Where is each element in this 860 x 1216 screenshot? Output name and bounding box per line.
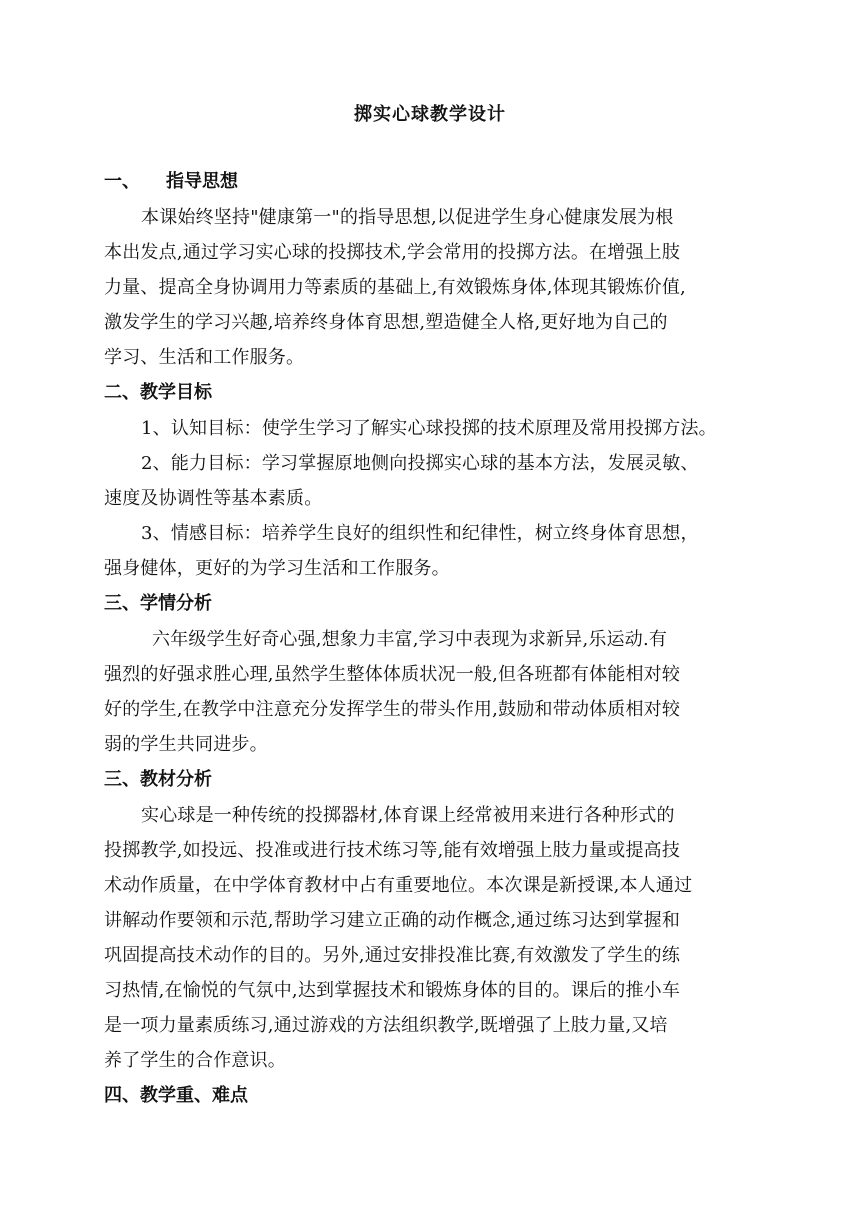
text-line: 讲解动作要领和示范,帮助学习建立正确的动作概念,通过练习达到掌握和 <box>104 910 681 931</box>
text-line: 六年级学生好奇心强,想象力丰富,学习中表现为求新异,乐运动.有 <box>152 629 668 650</box>
text-line: 术动作质量，在中学体育教材中占有重要地位。本次课是新授课,本人通过 <box>104 875 693 896</box>
document-title: 掷实心球教学设计 <box>354 104 506 125</box>
section-heading-teaching-objectives: 二、教学目标 <box>104 382 212 403</box>
paragraph-material-analysis <box>104 798 760 1078</box>
paragraph-student-analysis <box>104 622 760 762</box>
section-number: 一、 <box>104 171 140 192</box>
text-line: 是一项力量素质练习,通过游戏的方法组织教学,既增强了上肢力量,又培 <box>104 1015 668 1036</box>
text-line: 2、能力目标：学习掌握原地侧向投掷实心球的基本方法，发展灵敏、 <box>141 453 699 474</box>
text-line: 1、认知目标：使学生学习了解实心球投掷的技术原理及常用投掷方法。 <box>141 418 717 439</box>
section-title: 指导思想 <box>166 171 238 192</box>
text-line: 强身健体，更好的为学习生活和工作服务。 <box>104 558 450 579</box>
paragraph-teaching-objectives <box>104 411 760 586</box>
section-heading-material-analysis: 三、教材分析 <box>104 769 212 790</box>
text-line: 3、情感目标：培养学生良好的组织性和纪律性，树立终身体育思想， <box>141 523 699 544</box>
section-heading-key-difficult-points: 四、教学重、难点 <box>104 1085 248 1106</box>
text-line: 实心球是一种传统的投掷器材,体育课上经常被用来进行各种形式的 <box>141 805 675 826</box>
text-line: 弱的学生共同进步。 <box>104 734 268 755</box>
document-body <box>104 164 760 1114</box>
text-line: 本出发点,通过学习实心球的投掷技术,学会常用的投掷方法。在增强上肢 <box>104 242 681 263</box>
text-line: 激发学生的学习兴趣,培养终身体育思想,塑造健全人格,更好地为自己的 <box>104 312 668 333</box>
text-line: 本课始终坚持"健康第一"的指导思想,以促进学生身心健康发展为根 <box>141 207 674 228</box>
section-heading-guiding-ideology <box>104 164 760 200</box>
text-line: 习热情,在愉悦的气氛中,达到掌握技术和锻炼身体的目的。课后的推小车 <box>104 980 681 1001</box>
text-line: 好的学生,在教学中注意充分发挥学生的带头作用,鼓励和带动体质相对较 <box>104 699 681 720</box>
text-line: 强烈的好强求胜心理,虽然学生整体体质状况一般,但各班都有体能相对较 <box>104 664 681 685</box>
text-line: 力量、提高全身协调用力等素质的基础上,有效锻炼身体,体现其锻炼价值, <box>104 277 686 298</box>
text-line: 养了学生的合作意识。 <box>104 1050 286 1071</box>
paragraph-guiding-ideology <box>104 200 760 375</box>
section-heading-student-analysis: 三、学情分析 <box>104 593 212 614</box>
text-line: 学习、生活和工作服务。 <box>104 347 305 368</box>
text-line: 巩固提高技术动作的目的。另外,通过安排投准比赛,有效激发了学生的练 <box>104 945 681 966</box>
text-line: 速度及协调性等基本素质。 <box>104 488 323 509</box>
text-line: 投掷教学,如投远、投准或进行技术练习等,能有效增强上肢力量或提高技 <box>104 840 681 861</box>
